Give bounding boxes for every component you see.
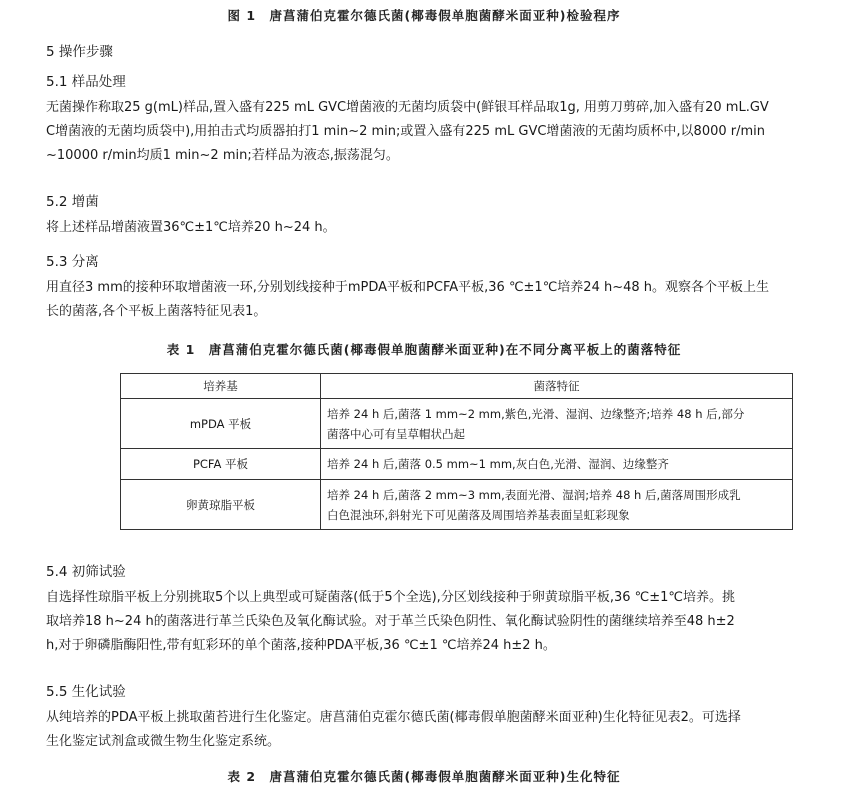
- text-line: 白色混浊环,斜射光下可见菌落及周围培养基表面呈虹彩现象: [327, 507, 630, 522]
- section-heading-5: 5 操作步骤: [46, 44, 113, 60]
- text-line: 用直径3 mm的接种环取增菌液一环,分别划线接种于mPDA平板和PCFA平板,36 ℃±1℃培养24 h~48 h。观察各个平板上生: [46, 280, 770, 295]
- feature-cell: [321, 399, 793, 449]
- header-medium: 培养基: [121, 374, 321, 399]
- text-line: 将上述样品增菌液置36℃±1℃培养20 h~24 h。: [46, 220, 336, 235]
- section-heading-5-1: 5.1 样品处理: [46, 74, 126, 90]
- text-line: 无菌操作称取25 g(mL)样品,置入盛有225 mL GVC增菌液的无菌均质袋中(鲜银耳样品取1g, 用剪刀剪碎,加入盛有20 mL.GV: [46, 100, 769, 115]
- section-heading-5-2: 5.2 增菌: [46, 194, 99, 210]
- section-heading-5-3: 5.3 分离: [46, 254, 99, 270]
- text-line: 生化鉴定试剂盒或微生物生化鉴定系统。: [46, 734, 281, 749]
- section-heading-5-4: 5.4 初筛试验: [46, 564, 126, 580]
- text-line: 长的菌落,各个平板上菌落特征见表1。: [46, 304, 267, 319]
- medium-cell: 卵黄琼脂平板: [121, 480, 321, 530]
- text-line: h,对于卵磷脂酶阳性,带有虹彩环的单个菌落,接种PDA平板,36 ℃±1 ℃培养24 h±2 h。: [46, 638, 556, 653]
- colony-feature-table: [120, 373, 793, 530]
- text-line: 菌落中心可有呈草帽状凸起: [327, 426, 465, 441]
- text-line: 培养 24 h 后,菌落 2 mm~3 mm,表面光滑、湿润;培养 48 h 后,菌落周围形成乳: [327, 487, 741, 502]
- paragraph-5-1: [46, 96, 806, 168]
- paragraph-5-3: [46, 276, 806, 324]
- paragraph-5-5: [46, 706, 806, 754]
- section-heading-5-5: 5.5 生化试验: [46, 684, 126, 700]
- table2-caption: 表 2 唐菖蒲伯克霍尔德氏菌(椰毒假单胞菌酵米面亚种)生化特征: [227, 769, 621, 784]
- text-line: 自选择性琼脂平板上分别挑取5个以上典型或可疑菌落(低于5个全选),分区划线接种于卵黄琼脂平板,36 ℃±1℃培养。挑: [46, 590, 735, 605]
- feature-cell: [321, 449, 793, 480]
- table1-caption: 表 1 唐菖蒲伯克霍尔德氏菌(椰毒假单胞菌酵米面亚种)在不同分离平板上的菌落特征: [166, 342, 682, 357]
- table-row: [121, 399, 793, 449]
- table-row: [121, 449, 793, 480]
- text-line: 取培养18 h~24 h的菌落进行革兰氏染色及氧化酶试验。对于革兰氏染色阴性、氧化酶试验阴性的菌继续培养至48 h±2: [46, 614, 735, 629]
- text-line: 培养 24 h 后,菌落 1 mm~2 mm,紫色,光滑、湿润、边缘整齐;培养 48 h 后,部分: [327, 406, 745, 421]
- medium-cell: PCFA 平板: [121, 449, 321, 480]
- figure-caption: 图 1 唐菖蒲伯克霍尔德氏菌(椰毒假单胞菌酵米面亚种)检验程序: [227, 8, 621, 23]
- text-line: ~10000 r/min均质1 min~2 min;若样品为液态,振荡混匀。: [46, 148, 399, 163]
- table-row: [121, 480, 793, 530]
- header-colony-feature: 菌落特征: [321, 374, 793, 399]
- feature-cell: [321, 480, 793, 530]
- text-line: 从纯培养的PDA平板上挑取菌苔进行生化鉴定。唐菖蒲伯克霍尔德氏菌(椰毒假单胞菌酵米面亚种)生化特征见表2。可选择: [46, 710, 741, 725]
- text-line: 培养 24 h 后,菌落 0.5 mm~1 mm,灰白色,光滑、湿润、边缘整齐: [327, 457, 669, 471]
- paragraph-5-2: [46, 216, 806, 240]
- text-line: C增菌液的无菌均质袋中),用拍击式均质器拍打1 min~2 min;或置入盛有225 mL GVC增菌液的无菌均质杯中,以8000 r/min: [46, 124, 766, 139]
- paragraph-5-4: [46, 586, 806, 658]
- medium-cell: mPDA 平板: [121, 399, 321, 449]
- table-header-row: [121, 374, 793, 399]
